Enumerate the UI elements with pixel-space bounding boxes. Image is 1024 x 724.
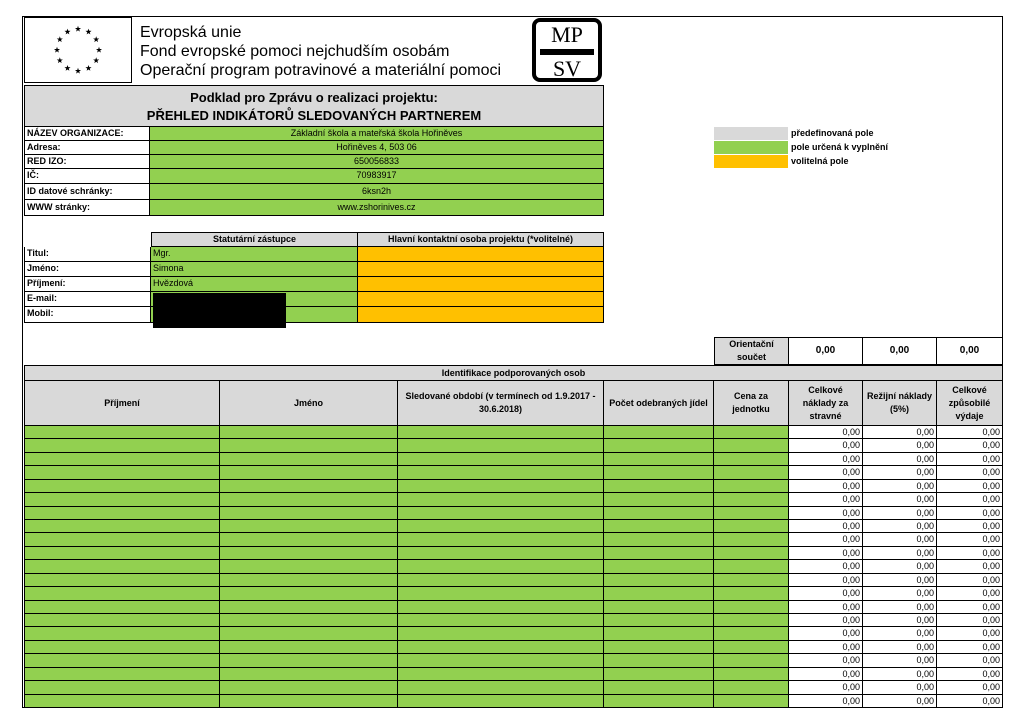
meals-cell[interactable] [604,547,714,560]
total-cost-cell: 0,00 [789,426,863,439]
name-cell[interactable] [220,507,398,520]
surname-cell[interactable] [24,533,220,546]
total-cost-cell: 0,00 [789,520,863,533]
name-cell[interactable] [220,439,398,452]
total-cost-cell: 0,00 [789,453,863,466]
eligible-cell: 0,00 [937,493,1003,506]
eligible-cell: 0,00 [937,601,1003,614]
name-cell[interactable] [220,574,398,587]
table-row [24,574,1003,587]
eligible-cell: 0,00 [937,614,1003,627]
period-cell[interactable] [398,480,604,493]
overhead-cell: 0,00 [863,547,937,560]
eu-star-icon [85,65,91,71]
surname-cell[interactable] [24,601,220,614]
eligible-cell: 0,00 [937,453,1003,466]
table-row [24,601,1003,614]
total-cost-cell: 0,00 [789,507,863,520]
table-row [24,533,1003,546]
period-cell[interactable] [398,507,604,520]
period-cell[interactable] [398,641,604,654]
section-title: Identifikace podporovaných osob [24,365,1003,381]
unit-price-cell[interactable] [714,627,789,640]
total-cost-cell: 0,00 [789,533,863,546]
eu-star-icon [93,36,99,42]
eu-star-icon [57,36,63,42]
total-cost-cell: 0,00 [789,439,863,452]
period-cell[interactable] [398,668,604,681]
legend-label-predefined: předefinovaná pole [791,128,874,138]
data-box-label: ID datové schránky: [24,184,150,200]
overhead-cell: 0,00 [863,601,937,614]
name-cell[interactable] [220,601,398,614]
surname-cell[interactable] [24,547,220,560]
name-cell[interactable] [220,560,398,573]
legend-swatch-fill [714,141,788,154]
table-row [24,641,1003,654]
period-cell[interactable] [398,574,604,587]
period-cell[interactable] [398,426,604,439]
contact-email-field[interactable] [358,292,604,307]
meals-cell[interactable] [604,601,714,614]
overhead-cell: 0,00 [863,587,937,600]
col-header-eligible: Celkové způsobilé výdaje [937,381,1003,426]
unit-price-cell[interactable] [714,533,789,546]
meals-cell[interactable] [604,426,714,439]
org-name-field[interactable]: Základní škola a mateřská škola Hořiněves [150,127,604,141]
address-field[interactable]: Hořiněves 4, 503 06 [150,141,604,155]
table-row [24,614,1003,627]
surname-cell[interactable] [24,439,220,452]
eu-star-icon [85,29,91,35]
col-header-name: Jméno [220,381,398,426]
total-cost-cell: 0,00 [789,681,863,694]
unit-price-cell[interactable] [714,587,789,600]
unit-price-cell[interactable] [714,668,789,681]
unit-price-cell[interactable] [714,654,789,667]
unit-price-cell[interactable] [714,601,789,614]
data-box-field[interactable]: 6ksn2h [150,184,604,200]
period-cell[interactable] [398,654,604,667]
col-header-total-cost: Celkové náklady za stravné [789,381,863,426]
name-cell[interactable] [220,426,398,439]
surname-cell[interactable] [24,587,220,600]
surname-cell[interactable] [24,480,220,493]
total-cost-cell: 0,00 [789,641,863,654]
overhead-cell: 0,00 [863,654,937,667]
unit-price-cell[interactable] [714,695,789,708]
mpsv-logo-bottom: SV [552,56,582,81]
mpsv-logo [532,18,602,82]
surname-cell[interactable] [24,493,220,506]
overhead-cell: 0,00 [863,574,937,587]
surname-cell[interactable] [24,627,220,640]
period-cell[interactable] [398,547,604,560]
name-cell[interactable] [220,681,398,694]
meals-cell[interactable] [604,654,714,667]
statutory-last-name-field[interactable]: Hvězdová [151,277,358,292]
total-cost-cell: 0,00 [789,654,863,667]
header-line-3: Operační program potravinové a materiální pomoci [140,62,502,79]
overhead-cell: 0,00 [863,426,937,439]
surname-cell[interactable] [24,560,220,573]
meals-cell[interactable] [604,574,714,587]
summary-eligible: 0,00 [937,337,1003,365]
ic-field[interactable]: 70983917 [150,169,604,184]
period-cell[interactable] [398,614,604,627]
col-header-overhead: Režijní náklady (5%) [863,381,937,426]
name-cell[interactable] [220,520,398,533]
email-label: E-mail: [24,292,151,307]
eligible-cell: 0,00 [937,547,1003,560]
overhead-cell: 0,00 [863,493,937,506]
table-row [24,668,1003,681]
table-row [24,587,1003,600]
total-cost-cell: 0,00 [789,614,863,627]
overhead-cell: 0,00 [863,614,937,627]
overhead-cell: 0,00 [863,466,937,479]
eligible-cell: 0,00 [937,654,1003,667]
meals-cell[interactable] [604,533,714,546]
period-cell[interactable] [398,627,604,640]
total-cost-cell: 0,00 [789,627,863,640]
meals-cell[interactable] [604,627,714,640]
eligible-cell: 0,00 [937,574,1003,587]
eligible-cell: 0,00 [937,480,1003,493]
unit-price-cell[interactable] [714,574,789,587]
eligible-cell: 0,00 [937,520,1003,533]
meals-cell[interactable] [604,507,714,520]
surname-cell[interactable] [24,426,220,439]
total-cost-cell: 0,00 [789,493,863,506]
table-row [24,520,1003,533]
red-izo-field[interactable]: 650056833 [150,155,604,169]
meals-cell[interactable] [604,560,714,573]
name-cell[interactable] [220,668,398,681]
meals-cell[interactable] [604,668,714,681]
total-cost-cell: 0,00 [789,560,863,573]
surname-cell[interactable] [24,695,220,708]
period-cell[interactable] [398,601,604,614]
total-cost-cell: 0,00 [789,547,863,560]
table-row [24,493,1003,506]
ic-label: IČ: [24,169,150,184]
surname-cell[interactable] [24,681,220,694]
table-row [24,654,1003,667]
period-cell[interactable] [398,493,604,506]
surname-cell[interactable] [24,453,220,466]
name-cell[interactable] [220,654,398,667]
eligible-cell: 0,00 [937,627,1003,640]
meals-cell[interactable] [604,453,714,466]
meals-cell[interactable] [604,695,714,708]
overhead-cell: 0,00 [863,668,937,681]
total-cost-cell: 0,00 [789,587,863,600]
table-row [24,560,1003,573]
table-row [24,507,1003,520]
period-cell[interactable] [398,695,604,708]
col-header-period: Sledované období (v termínech od 1.9.2017 - 30.6.2018) [398,381,604,426]
name-cell[interactable] [220,547,398,560]
last-name-label: Příjmení: [24,277,151,292]
contact-header: Hlavní kontaktní osoba projektu (*volitelné) [357,232,604,247]
overhead-cell: 0,00 [863,641,937,654]
surname-cell[interactable] [24,668,220,681]
total-cost-cell: 0,00 [789,480,863,493]
legend-swatch-optional [714,155,788,168]
meals-cell[interactable] [604,480,714,493]
eu-star-icon [54,47,60,53]
total-cost-cell: 0,00 [789,574,863,587]
name-cell[interactable] [220,493,398,506]
surname-cell[interactable] [24,614,220,627]
mobile-label: Mobil: [24,307,151,323]
summary-total-cost: 0,00 [789,337,863,365]
eu-star-icon [75,68,81,74]
eligible-cell: 0,00 [937,560,1003,573]
name-cell[interactable] [220,627,398,640]
table-row [24,439,1003,452]
meals-cell[interactable] [604,493,714,506]
total-cost-cell: 0,00 [789,668,863,681]
meals-cell[interactable] [604,681,714,694]
table-row [24,426,1003,439]
www-field[interactable]: www.zshorinives.cz [150,200,604,216]
org-name-label: NÁZEV ORGANIZACE: [24,127,150,141]
eligible-cell: 0,00 [937,695,1003,708]
table-row [24,627,1003,640]
col-header-surname: Příjmení [24,381,220,426]
overhead-cell: 0,00 [863,681,937,694]
surname-cell[interactable] [24,574,220,587]
first-name-label: Jméno: [24,262,151,277]
overhead-cell: 0,00 [863,695,937,708]
mpsv-logo-top: MP [551,22,583,47]
table-row [24,547,1003,560]
eu-star-icon [64,65,70,71]
eligible-cell: 0,00 [937,466,1003,479]
overhead-cell: 0,00 [863,439,937,452]
eu-star-icon [96,47,102,53]
statutory-header: Statutární zástupce [151,232,358,247]
www-label: WWW stránky: [24,200,150,216]
unit-price-cell[interactable] [714,681,789,694]
contact-title-field[interactable] [358,247,604,262]
header-line-1: Evropská unie [140,24,242,41]
surname-cell[interactable] [24,466,220,479]
surname-cell[interactable] [24,654,220,667]
eu-star-icon [64,29,70,35]
table-row [24,453,1003,466]
overhead-cell: 0,00 [863,507,937,520]
name-cell[interactable] [220,614,398,627]
unit-price-cell[interactable] [714,547,789,560]
address-label: Adresa: [24,141,150,155]
header-text [140,23,501,80]
eu-star-icon [75,26,81,32]
meals-cell[interactable] [604,614,714,627]
eu-star-icon [57,57,63,63]
summary-overhead: 0,00 [863,337,937,365]
legend-label-optional: volitelná pole [791,156,849,166]
eligible-cell: 0,00 [937,641,1003,654]
eu-star-icon [93,57,99,63]
period-cell[interactable] [398,560,604,573]
eligible-cell: 0,00 [937,668,1003,681]
name-cell[interactable] [220,453,398,466]
surname-cell[interactable] [24,641,220,654]
contact-mobile-field[interactable] [358,307,604,323]
col-header-meals: Počet odebraných jídel [604,381,714,426]
eligible-cell: 0,00 [937,681,1003,694]
table-row [24,681,1003,694]
unit-price-cell[interactable] [714,493,789,506]
period-cell[interactable] [398,587,604,600]
statutory-title-field[interactable]: Mgr. [151,247,358,262]
table-row [24,480,1003,493]
report-title-line-1: Podklad pro Zprávu o realizaci projektu: [190,90,438,105]
name-cell[interactable] [220,587,398,600]
overhead-cell: 0,00 [863,453,937,466]
unit-price-cell[interactable] [714,507,789,520]
legend-swatch-predefined [714,127,788,140]
legend-label-fill: pole určená k vyplnění [791,142,889,152]
meals-cell[interactable] [604,587,714,600]
eligible-cell: 0,00 [937,507,1003,520]
contact-first-name-field[interactable] [358,262,604,277]
unit-price-cell[interactable] [714,426,789,439]
overhead-cell: 0,00 [863,627,937,640]
meals-cell[interactable] [604,520,714,533]
overhead-cell: 0,00 [863,533,937,546]
header-line-2: Fond evropské pomoci nejchudším osobám [140,43,450,60]
unit-price-cell[interactable] [714,466,789,479]
name-cell[interactable] [220,480,398,493]
total-cost-cell: 0,00 [789,601,863,614]
total-cost-cell: 0,00 [789,695,863,708]
period-cell[interactable] [398,520,604,533]
period-cell[interactable] [398,453,604,466]
period-cell[interactable] [398,681,604,694]
meals-cell[interactable] [604,641,714,654]
eligible-cell: 0,00 [937,439,1003,452]
title-label: Titul: [24,247,151,262]
name-cell[interactable] [220,641,398,654]
report-title-line-2: PŘEHLED INDIKÁTORŮ SLEDOVANÝCH PARTNEREM [146,108,482,123]
name-cell[interactable] [220,533,398,546]
surname-cell[interactable] [24,507,220,520]
overhead-cell: 0,00 [863,560,937,573]
table-row [24,466,1003,479]
table-row [24,695,1003,708]
unit-price-cell[interactable] [714,560,789,573]
unit-price-cell[interactable] [714,641,789,654]
meals-cell[interactable] [604,439,714,452]
unit-price-cell[interactable] [714,614,789,627]
surname-cell[interactable] [24,520,220,533]
unit-price-cell[interactable] [714,480,789,493]
statutory-first-name-field[interactable]: Simona [151,262,358,277]
unit-price-cell[interactable] [714,439,789,452]
eu-flag-logo [24,17,132,83]
period-cell[interactable] [398,439,604,452]
period-cell[interactable] [398,466,604,479]
overhead-cell: 0,00 [863,480,937,493]
unit-price-cell[interactable] [714,453,789,466]
overhead-cell: 0,00 [863,520,937,533]
col-header-unit-price: Cena za jednotku [714,381,789,426]
name-cell[interactable] [220,695,398,708]
report-title [24,85,604,127]
summary-label: Orientační součet [714,337,789,365]
eligible-cell: 0,00 [937,426,1003,439]
period-cell[interactable] [398,533,604,546]
eligible-cell: 0,00 [937,533,1003,546]
meals-cell[interactable] [604,466,714,479]
total-cost-cell: 0,00 [789,466,863,479]
redaction-block [153,293,286,328]
name-cell[interactable] [220,466,398,479]
contact-last-name-field[interactable] [358,277,604,292]
eligible-cell: 0,00 [937,587,1003,600]
unit-price-cell[interactable] [714,520,789,533]
red-izo-label: RED IZO: [24,155,150,169]
